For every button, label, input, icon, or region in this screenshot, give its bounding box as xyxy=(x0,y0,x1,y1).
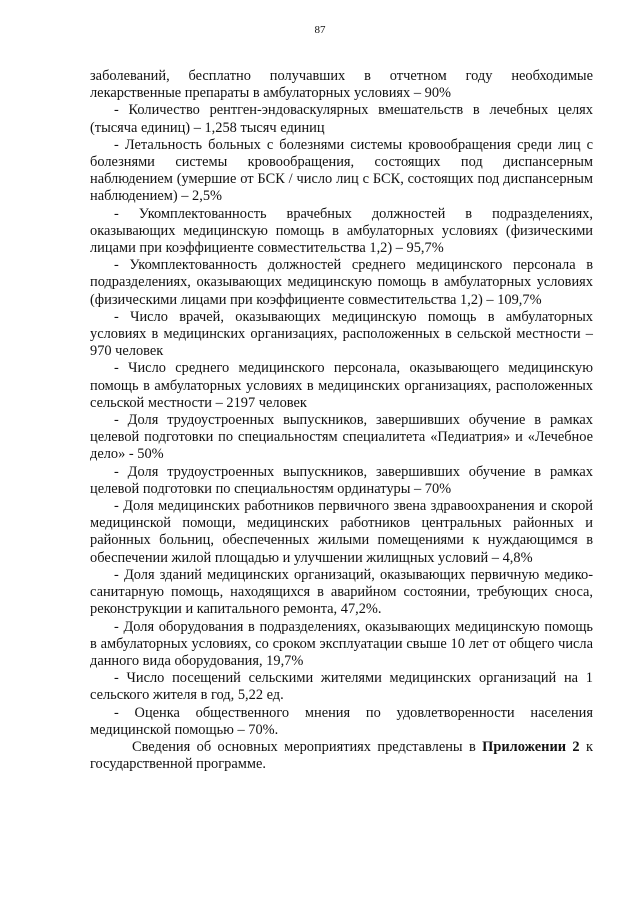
summary-paragraph xyxy=(90,739,593,773)
list-item: - Доля оборудования в подразделениях, оказывающих медицинскую помощь в амбулаторных условиях, со сроком эксплуатации свыше 10 лет от общего числа данного вида оборудования, 19,7% xyxy=(90,618,593,669)
page-body xyxy=(90,68,593,773)
summary-text-before: Сведения об основных мероприятиях представлены в xyxy=(132,738,483,755)
list-item: - Доля медицинских работников первичного звена здравоохранения и скорой медицинской помощи, медицинских работников центральных районных и районных больниц, обеспеченных жилыми помещениями к нуждающимся в обеспечении жилой площадью и улучшении жилищных условий – 4,8% xyxy=(90,498,593,566)
list-item: - Оценка общественного мнения по удовлетворенности населения медицинской помощью – 70%. xyxy=(90,704,593,738)
list-item: - Доля зданий медицинских организаций, оказывающих первичную медико-санитарную помощь, находящихся в аварийном состоянии, требующих сноса, реконструкции и капитального ремонта, 47,2%. xyxy=(90,566,593,618)
list-item: - Укомплектованность должностей среднего медицинского персонала в подразделениях, оказывающих медицинскую помощь в амбулаторных условиях (физическими лицами при коэффициенте совместительства 1,2) – 109,7% xyxy=(90,257,593,308)
list-item: - Доля трудоустроенных выпускников, завершивших обучение в рамках целевой подготовки по специальностям ординатуры – 70% xyxy=(90,463,593,497)
list-item: - Количество рентген-эндоваскулярных вмешательств в лечебных целях (тысяча единиц) – 1,258 тысяч единиц xyxy=(90,102,593,136)
list-item: - Летальность больных с болезнями системы кровообращения среди лиц с болезнями системы кровообращения, состоящих под диспансерным наблюдением (умершие от БСК / число лиц с БСК, состоящих под диспансерным наблюдением) – 2,5% xyxy=(90,136,593,205)
list-item: - Число среднего медицинского персонала, оказывающего медицинскую помощь в амбулаторных условиях в медицинских организациях, расположенных сельской местности – 2197 человек xyxy=(90,360,593,411)
list-item: - Число посещений сельскими жителями медицинских организаций на 1 сельского жителя в год, 5,22 ед. xyxy=(90,670,593,704)
summary-text-after: к государственной программе. xyxy=(90,738,593,773)
paragraph-continuation: заболеваний, бесплатно получавших в отчетном году необходимые лекарственные препараты в амбулаторных условиях – 90% xyxy=(90,68,593,102)
list-item: - Укомплектованность врачебных должностей в подразделениях, оказывающих медицинскую помощь в амбулаторных условиях (физическими лицами при коэффициенте совместительства 1,2) – 95,7% xyxy=(90,205,593,257)
list-item: - Доля трудоустроенных выпускников, завершивших обучение в рамках целевой подготовки по специальностям специалитета «Педиатрия» и «Лечебное дело» - 50% xyxy=(90,412,593,463)
page-number: 87 xyxy=(314,24,326,36)
appendix-reference: Приложении 2 xyxy=(482,738,580,755)
list-item: - Число врачей, оказывающих медицинскую помощь в амбулаторных условиях в медицинских организациях, расположенных в сельской местности – 970 человек xyxy=(90,308,593,360)
